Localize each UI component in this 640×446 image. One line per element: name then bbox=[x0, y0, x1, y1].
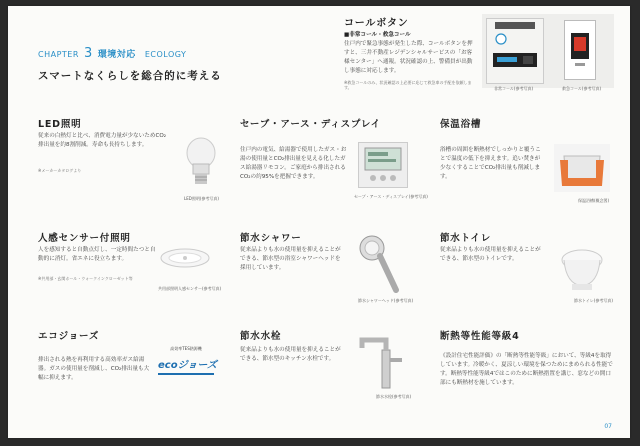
led-title: LED照明 bbox=[38, 119, 82, 130]
page-number: 07 bbox=[604, 423, 612, 430]
call-button-subtitle: ■非常コール・救急コール bbox=[344, 32, 411, 38]
chapter-title-jp: 環境対応 bbox=[97, 50, 136, 60]
brochure-page bbox=[8, 6, 630, 438]
save-earth-title: セーブ・アース・ディスプレイ bbox=[240, 119, 381, 130]
led-caption: LED照明(参考写真) bbox=[184, 196, 219, 201]
eco-jozu-title: エコジョーズ bbox=[38, 331, 100, 342]
sensor-light-note: ※共用部・玄関ホール・ウォークインクローゼット等 bbox=[38, 276, 133, 281]
save-earth-caption: セーブ・アース・ディスプレイ(参考写真) bbox=[354, 194, 428, 199]
call-button-title: コールボタン bbox=[344, 18, 409, 29]
rescue-call-button-image bbox=[564, 20, 596, 80]
led-desc: 従来の白熱灯と比べ、消費電力量が少ないためCO₂排出量を約8割削減。寿命も長持ちします。 bbox=[38, 133, 167, 148]
water-faucet-desc: 従来品よりも水の使用量を抑えることができる、節水型のキッチン水栓です。 bbox=[240, 347, 341, 362]
rescue-call-caption: 救急コール(参考写真) bbox=[562, 86, 602, 91]
call-button-note: ※救急コールのみ、状況確認の上必要に応じて救急車の手配を依頼します。 bbox=[344, 80, 472, 90]
water-shower-title: 節水シャワー bbox=[240, 233, 302, 244]
sensor-light-image bbox=[158, 246, 212, 280]
led-bulb-image bbox=[184, 136, 218, 190]
water-toilet-caption: 節水トイレ(参考写真) bbox=[574, 298, 613, 303]
toilet-image bbox=[552, 238, 612, 294]
led-note: ※メーカーカタログより bbox=[38, 168, 82, 173]
water-faucet-title: 節水水栓 bbox=[240, 331, 282, 342]
eco-jozu-desc: 排出される熱を再利用する高効率ガス給湯器。ガスの使用量を削減し、CO₂排出量も大幅に抑えます。 bbox=[38, 357, 150, 381]
water-toilet-desc: 従来品よりも水の使用量を抑えることができる、節水型のトイレです。 bbox=[440, 247, 541, 262]
page-tagline: スマートなくらしを総合的に考える bbox=[38, 70, 222, 82]
water-toilet-title: 節水トイレ bbox=[440, 233, 492, 244]
warm-bath-caption: 保温浴槽(概念図) bbox=[578, 198, 610, 203]
emergency-call-panel-image bbox=[486, 18, 544, 84]
chapter-number: 3 bbox=[83, 46, 93, 61]
emergency-call-caption: 非常コール(参考写真) bbox=[494, 86, 534, 91]
water-faucet-caption: 節水水栓(参考写真) bbox=[376, 394, 412, 399]
warm-bath-title: 保温浴槽 bbox=[440, 119, 482, 130]
chapter-title-en: ECOLOGY bbox=[144, 50, 187, 59]
insulation-title: 断熱等性能等級4 bbox=[440, 331, 520, 342]
kitchen-faucet-image bbox=[352, 332, 408, 392]
shower-head-image bbox=[352, 230, 408, 294]
warm-bath-desc: 浴槽の周囲を断熱材でしっかりと覆うことで温度の低下を抑えます。追い焚きが少なくすることでCO₂排出量も削減します。 bbox=[440, 147, 541, 180]
warm-bath-image bbox=[550, 138, 614, 196]
eco-jozu-logo bbox=[158, 346, 217, 384]
eco-jozu-logo-top: 高効率TES熱源機 bbox=[170, 346, 202, 351]
eco-jozu-logo-main: ecoジョーズ bbox=[158, 360, 217, 371]
water-shower-caption: 節水シャワーヘッド(参考写真) bbox=[358, 298, 414, 303]
insulation-desc: 《設計住宅性能評価》の「断熱等性能等級」において、等級4を取得しています。冷暖かく、夏涼しい環境を保つためにまめられる性能です。断熱等性能等級4ではこのために断熱措置を講じ、窓などの開口部にも断熱材を施しています。 bbox=[440, 353, 613, 386]
water-shower-desc: 従来品よりも水の使用量を抑えることができる、節水型の浴室シャワーヘッドを採用しています。 bbox=[240, 247, 341, 271]
sensor-light-desc: 人を感知すると自動点灯し、一定時間たつと自動的に消灯。省エネに役立ちます。 bbox=[38, 247, 156, 262]
chapter-label: CHAPTER bbox=[38, 50, 79, 59]
call-button-desc: 住戸内で緊急事態が発生した際、コールボタンを押すと、三井不動産レジデンシャルサービスの「お客様センター」へ通報。状況確認の上、警備員が出動し事態に対応します。 bbox=[344, 41, 473, 74]
sensor-light-title: 人感センサー付照明 bbox=[38, 233, 131, 244]
sensor-light-caption: 共用部照明人感センサー(参考写真) bbox=[158, 286, 222, 291]
chapter-heading bbox=[38, 46, 186, 61]
save-earth-desc: 住戸内の電気、給湯器で使用したガス・お湯の使用量とCO₂排出量を見える化したガス給湯器リモコン。ご家庭から排出されるCO₂の約95%を把握できます。 bbox=[240, 147, 347, 180]
save-earth-display-image bbox=[358, 142, 408, 188]
